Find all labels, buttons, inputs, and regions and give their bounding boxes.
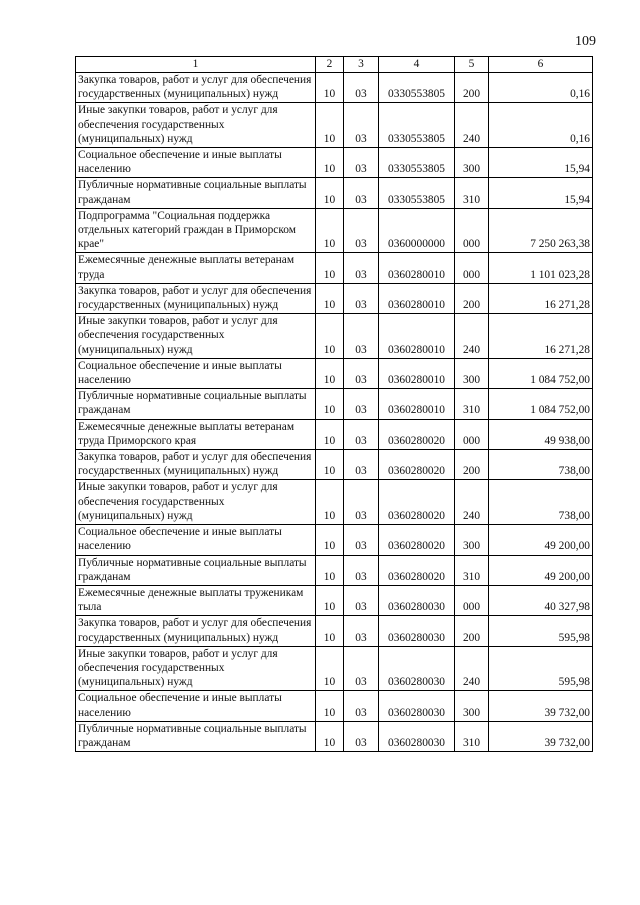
row-name-cell: Публичные нормативные социальные выплаты гражданам (76, 389, 316, 419)
row-name-cell: Ежемесячные денежные выплаты ветеранам труда Приморского края (76, 419, 316, 449)
table-row (76, 178, 593, 208)
row-name-cell: Социальное обеспечение и иные выплаты населению (76, 525, 316, 555)
header-row (76, 57, 593, 73)
row-code-cell: 0360280020 (379, 555, 455, 585)
row-name-cell: Ежемесячные денежные выплаты труженикам тыла (76, 585, 316, 615)
row-type-cell: 000 (455, 208, 489, 253)
row-amount-cell: 49 200,00 (489, 555, 593, 585)
table-row (76, 721, 593, 751)
row-name-cell: Подпрограмма "Социальная поддержка отдельных категорий граждан в Приморском крае" (76, 208, 316, 253)
row-subsection-cell: 03 (344, 73, 379, 103)
table-row (76, 419, 593, 449)
row-name-cell: Закупка товаров, работ и услуг для обеспечения государственных (муниципальных) нужд (76, 73, 316, 103)
row-code-cell: 0360280020 (379, 419, 455, 449)
row-subsection-cell: 03 (344, 691, 379, 721)
header-cell-name: 1 (76, 57, 316, 73)
table-row (76, 314, 593, 359)
row-subsection-cell: 03 (344, 616, 379, 646)
row-section-cell: 10 (316, 419, 344, 449)
row-subsection-cell: 03 (344, 103, 379, 148)
row-name-cell: Публичные нормативные социальные выплаты гражданам (76, 555, 316, 585)
row-subsection-cell: 03 (344, 389, 379, 419)
row-subsection-cell: 03 (344, 555, 379, 585)
row-amount-cell: 49 938,00 (489, 419, 593, 449)
header-cell-section: 2 (316, 57, 344, 73)
table-row (76, 555, 593, 585)
row-section-cell: 10 (316, 253, 344, 283)
table-row (76, 103, 593, 148)
row-subsection-cell: 03 (344, 148, 379, 178)
header-cell-code: 4 (379, 57, 455, 73)
row-code-cell: 0330553805 (379, 73, 455, 103)
row-type-cell: 000 (455, 253, 489, 283)
row-code-cell: 0360280030 (379, 721, 455, 751)
row-subsection-cell: 03 (344, 450, 379, 480)
table-row (76, 208, 593, 253)
row-section-cell: 10 (316, 389, 344, 419)
row-amount-cell: 595,98 (489, 616, 593, 646)
row-type-cell: 310 (455, 721, 489, 751)
page-number: 109 (575, 34, 596, 49)
row-subsection-cell: 03 (344, 721, 379, 751)
row-subsection-cell: 03 (344, 419, 379, 449)
row-name-cell: Социальное обеспечение и иные выплаты населению (76, 691, 316, 721)
row-subsection-cell: 03 (344, 283, 379, 313)
row-code-cell: 0360280010 (379, 358, 455, 388)
row-name-cell: Иные закупки товаров, работ и услуг для обеспечения государственных (муниципальных) нужд (76, 103, 316, 148)
row-section-cell: 10 (316, 73, 344, 103)
row-type-cell: 300 (455, 525, 489, 555)
table-row (76, 148, 593, 178)
row-type-cell: 200 (455, 450, 489, 480)
row-section-cell: 10 (316, 103, 344, 148)
row-name-cell: Социальное обеспечение и иные выплаты населению (76, 148, 316, 178)
row-amount-cell: 0,16 (489, 73, 593, 103)
table-row (76, 691, 593, 721)
row-section-cell: 10 (316, 480, 344, 525)
row-type-cell: 240 (455, 480, 489, 525)
row-subsection-cell: 03 (344, 208, 379, 253)
row-amount-cell: 15,94 (489, 148, 593, 178)
row-subsection-cell: 03 (344, 646, 379, 691)
row-section-cell: 10 (316, 450, 344, 480)
row-type-cell: 200 (455, 283, 489, 313)
row-section-cell: 10 (316, 646, 344, 691)
row-code-cell: 0360280030 (379, 646, 455, 691)
row-subsection-cell: 03 (344, 525, 379, 555)
row-subsection-cell: 03 (344, 314, 379, 359)
row-section-cell: 10 (316, 585, 344, 615)
row-code-cell: 0360280010 (379, 283, 455, 313)
row-amount-cell: 1 084 752,00 (489, 389, 593, 419)
table-row (76, 358, 593, 388)
row-amount-cell: 16 271,28 (489, 314, 593, 359)
row-type-cell: 310 (455, 178, 489, 208)
row-code-cell: 0360280030 (379, 691, 455, 721)
table-row (76, 585, 593, 615)
row-subsection-cell: 03 (344, 178, 379, 208)
table-row (76, 450, 593, 480)
budget-table (75, 56, 593, 752)
table-row (76, 480, 593, 525)
row-amount-cell: 1 084 752,00 (489, 358, 593, 388)
row-type-cell: 310 (455, 555, 489, 585)
row-code-cell: 0330553805 (379, 148, 455, 178)
row-code-cell: 0360280030 (379, 616, 455, 646)
row-name-cell: Публичные нормативные социальные выплаты гражданам (76, 178, 316, 208)
table-row (76, 525, 593, 555)
row-code-cell: 0330553805 (379, 178, 455, 208)
row-subsection-cell: 03 (344, 480, 379, 525)
row-section-cell: 10 (316, 283, 344, 313)
row-amount-cell: 595,98 (489, 646, 593, 691)
row-name-cell: Иные закупки товаров, работ и услуг для обеспечения государственных (муниципальных) нужд (76, 314, 316, 359)
row-type-cell: 240 (455, 103, 489, 148)
row-amount-cell: 738,00 (489, 450, 593, 480)
row-type-cell: 200 (455, 73, 489, 103)
row-amount-cell: 49 200,00 (489, 525, 593, 555)
header-cell-type: 5 (455, 57, 489, 73)
row-name-cell: Социальное обеспечение и иные выплаты населению (76, 358, 316, 388)
row-code-cell: 0360280020 (379, 450, 455, 480)
row-type-cell: 300 (455, 358, 489, 388)
row-section-cell: 10 (316, 208, 344, 253)
row-type-cell: 300 (455, 148, 489, 178)
row-type-cell: 310 (455, 389, 489, 419)
row-section-cell: 10 (316, 691, 344, 721)
row-section-cell: 10 (316, 314, 344, 359)
header-cell-amount: 6 (489, 57, 593, 73)
row-amount-cell: 39 732,00 (489, 691, 593, 721)
table-row (76, 253, 593, 283)
row-code-cell: 0360280030 (379, 585, 455, 615)
row-name-cell: Публичные нормативные социальные выплаты гражданам (76, 721, 316, 751)
row-code-cell: 0360000000 (379, 208, 455, 253)
row-type-cell: 200 (455, 616, 489, 646)
row-section-cell: 10 (316, 178, 344, 208)
row-name-cell: Закупка товаров, работ и услуг для обеспечения государственных (муниципальных) нужд (76, 616, 316, 646)
row-section-cell: 10 (316, 721, 344, 751)
row-subsection-cell: 03 (344, 358, 379, 388)
row-amount-cell: 1 101 023,28 (489, 253, 593, 283)
row-amount-cell: 40 327,98 (489, 585, 593, 615)
row-amount-cell: 738,00 (489, 480, 593, 525)
row-code-cell: 0360280010 (379, 314, 455, 359)
row-name-cell: Ежемесячные денежные выплаты ветеранам труда (76, 253, 316, 283)
row-name-cell: Закупка товаров, работ и услуг для обеспечения государственных (муниципальных) нужд (76, 450, 316, 480)
table-row (76, 283, 593, 313)
row-code-cell: 0330553805 (379, 103, 455, 148)
row-amount-cell: 39 732,00 (489, 721, 593, 751)
row-name-cell: Закупка товаров, работ и услуг для обеспечения государственных (муниципальных) нужд (76, 283, 316, 313)
row-code-cell: 0360280010 (379, 253, 455, 283)
row-amount-cell: 16 271,28 (489, 283, 593, 313)
row-code-cell: 0360280020 (379, 480, 455, 525)
row-type-cell: 240 (455, 314, 489, 359)
row-section-cell: 10 (316, 148, 344, 178)
row-name-cell: Иные закупки товаров, работ и услуг для обеспечения государственных (муниципальных) нужд (76, 480, 316, 525)
row-subsection-cell: 03 (344, 585, 379, 615)
table-row (76, 646, 593, 691)
row-type-cell: 300 (455, 691, 489, 721)
row-type-cell: 240 (455, 646, 489, 691)
row-type-cell: 000 (455, 585, 489, 615)
row-code-cell: 0360280010 (379, 389, 455, 419)
table-row (76, 73, 593, 103)
row-section-cell: 10 (316, 616, 344, 646)
row-name-cell: Иные закупки товаров, работ и услуг для обеспечения государственных (муниципальных) нужд (76, 646, 316, 691)
row-type-cell: 000 (455, 419, 489, 449)
row-section-cell: 10 (316, 555, 344, 585)
table-row (76, 616, 593, 646)
row-section-cell: 10 (316, 358, 344, 388)
row-subsection-cell: 03 (344, 253, 379, 283)
table-row (76, 389, 593, 419)
row-amount-cell: 7 250 263,38 (489, 208, 593, 253)
row-amount-cell: 0,16 (489, 103, 593, 148)
row-section-cell: 10 (316, 525, 344, 555)
row-amount-cell: 15,94 (489, 178, 593, 208)
row-code-cell: 0360280020 (379, 525, 455, 555)
header-cell-subsection: 3 (344, 57, 379, 73)
